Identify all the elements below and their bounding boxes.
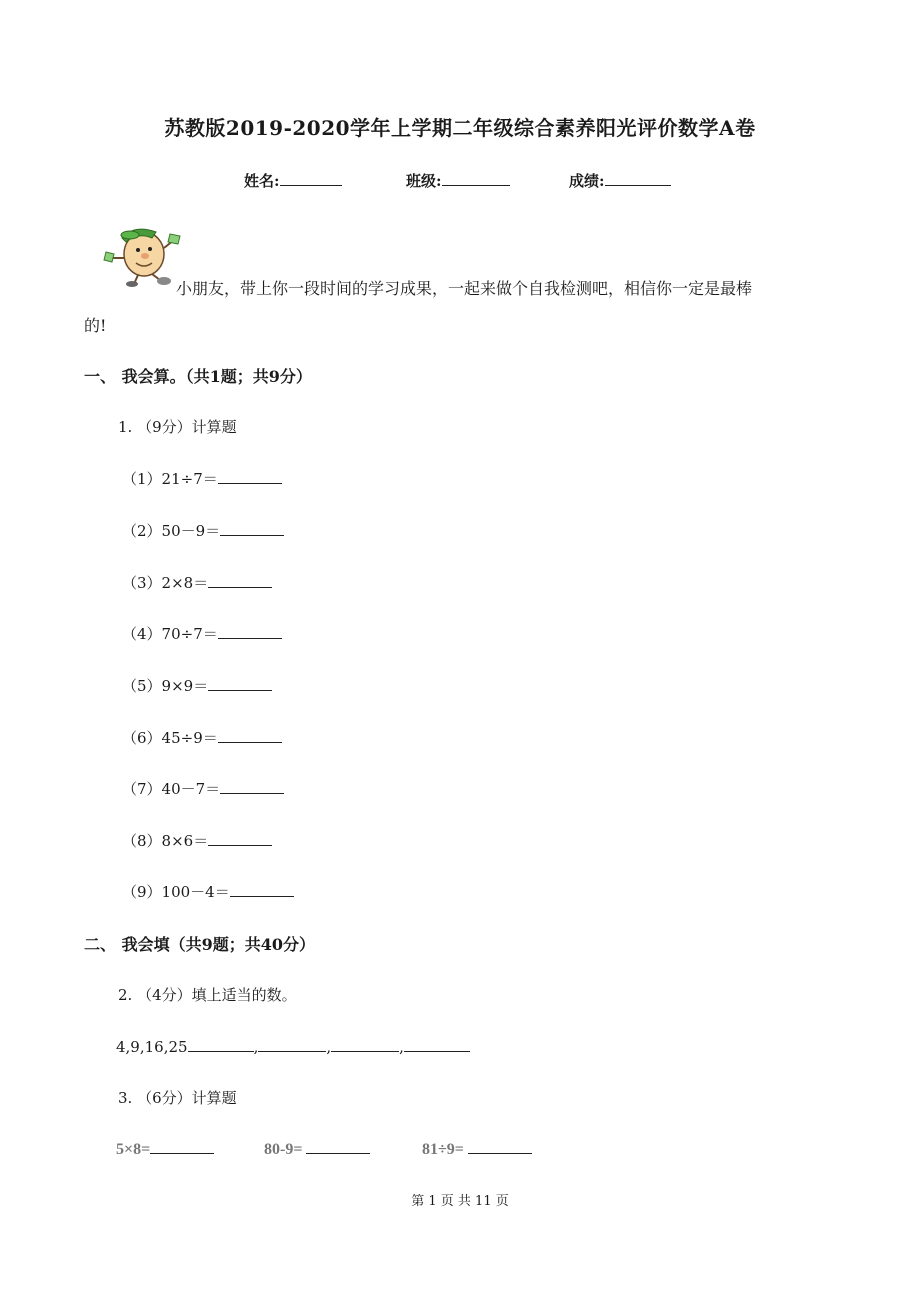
calc-item: （1）21÷7＝ bbox=[122, 468, 282, 489]
mascot-icon bbox=[100, 218, 184, 288]
answer-blank[interactable] bbox=[150, 1138, 214, 1154]
answer-blank[interactable] bbox=[208, 830, 272, 846]
page-title: 苏教版2019-2020学年上学期二年级综合素养阳光评价数学A卷 bbox=[164, 116, 756, 140]
name-label: 姓名: bbox=[244, 172, 280, 190]
section-1-heading: 一、 我会算。（共1题；共9分） bbox=[84, 367, 312, 386]
answer-blank[interactable] bbox=[258, 1036, 326, 1052]
class-field bbox=[406, 170, 510, 191]
score-blank[interactable] bbox=[605, 170, 671, 186]
name-field bbox=[244, 170, 342, 191]
calc-item: （5）9×9＝ bbox=[122, 675, 272, 696]
answer-blank[interactable] bbox=[220, 520, 284, 536]
sequence-line: 4,9,16,25 , , , bbox=[116, 1036, 470, 1056]
score-field bbox=[569, 170, 671, 191]
calc-item: （6）45÷9＝ bbox=[122, 727, 282, 748]
calc-item: （7）40－7＝ bbox=[122, 778, 284, 799]
answer-blank[interactable] bbox=[331, 1036, 399, 1052]
page-footer: 第 1 页 共 11 页 bbox=[411, 1194, 509, 1209]
answer-blank[interactable] bbox=[404, 1036, 470, 1052]
answer-blank[interactable] bbox=[230, 881, 294, 897]
sequence-start: 4,9,16,25 bbox=[116, 1038, 188, 1056]
question-2: 2. （4分）填上适当的数。 bbox=[118, 986, 297, 1004]
intro-line-1: 小朋友，带上你一段时间的学习成果，一起来做个自我检测吧，相信你一定是最棒 bbox=[176, 279, 753, 298]
section-2-heading: 二、 我会填（共9题；共40分） bbox=[84, 935, 315, 954]
question-1: 1. （9分）计算题 bbox=[118, 418, 237, 436]
class-label: 班级: bbox=[406, 172, 442, 190]
answer-blank[interactable] bbox=[218, 623, 282, 639]
calc-item: （8）8×6＝ bbox=[122, 830, 272, 851]
calc-item: 81÷9= bbox=[422, 1138, 532, 1159]
calc-item: 5×8= bbox=[116, 1138, 214, 1159]
answer-blank[interactable] bbox=[208, 675, 272, 691]
answer-blank[interactable] bbox=[220, 778, 284, 794]
calc-item: （2）50－9＝ bbox=[122, 520, 284, 541]
name-blank[interactable] bbox=[280, 170, 342, 186]
answer-blank[interactable] bbox=[218, 727, 282, 743]
answer-blank[interactable] bbox=[188, 1036, 254, 1052]
calc-item: （9）100－4＝ bbox=[122, 881, 294, 902]
class-blank[interactable] bbox=[442, 170, 510, 186]
calc-item: （4）70÷7＝ bbox=[122, 623, 282, 644]
intro-line-2: 的! bbox=[84, 316, 107, 335]
answer-blank[interactable] bbox=[208, 572, 272, 588]
answer-blank[interactable] bbox=[218, 468, 282, 484]
calc-item: 80-9= bbox=[264, 1138, 370, 1159]
calc-item: （3）2×8＝ bbox=[122, 572, 272, 593]
answer-blank[interactable] bbox=[306, 1138, 370, 1154]
score-label: 成绩: bbox=[569, 172, 605, 190]
answer-blank[interactable] bbox=[468, 1138, 532, 1154]
question-3: 3. （6分）计算题 bbox=[118, 1089, 237, 1107]
